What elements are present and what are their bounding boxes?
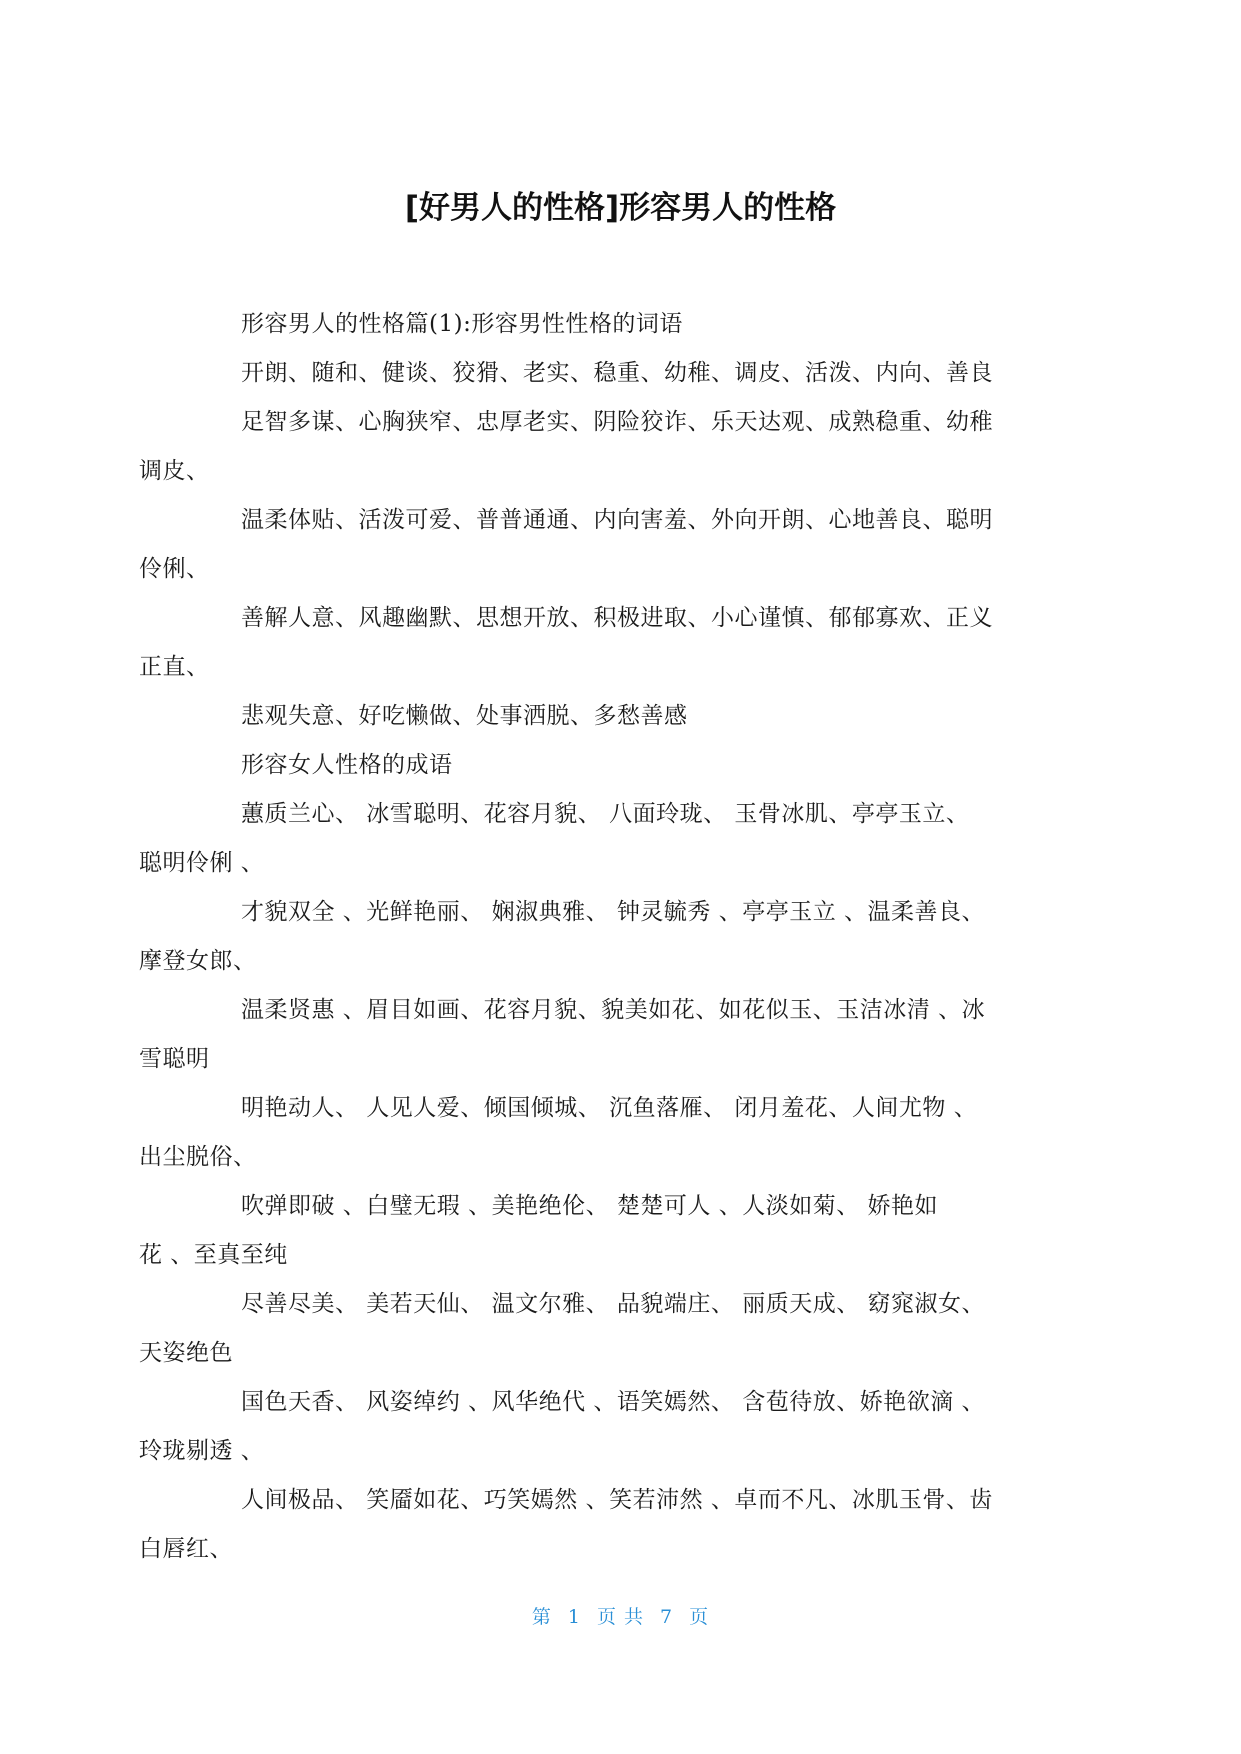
paragraph: [190, 692, 1050, 741]
paragraph-line: 吹弹即破 、白璧无瑕 、美艳绝伦、 楚楚可人 、人淡如菊、 娇艳如: [241, 1193, 939, 1219]
paragraph: [190, 741, 1050, 790]
paragraph: [139, 398, 1050, 496]
paragraph: [139, 1280, 1050, 1378]
paragraph: [139, 1378, 1050, 1476]
paragraph: [139, 888, 1050, 986]
paragraph-line: 国色天香、 风姿绰约 、风华绝代 、语笑嫣然、 含苞待放、娇艳欲滴 、: [241, 1389, 986, 1415]
paragraph: [139, 986, 1050, 1084]
paragraph-continuation: 玲珑剔透 、: [139, 1438, 265, 1464]
paragraph-continuation: 花 、至真至纯: [139, 1242, 288, 1268]
paragraph-line: 开朗、随和、健谈、狡猾、老实、稳重、幼稚、调皮、活泼、内向、善良: [241, 360, 993, 386]
paragraph-line: 足智多谋、心胸狭窄、忠厚老实、阴险狡诈、乐天达观、成熟稳重、幼稚: [241, 409, 993, 435]
paragraph: [139, 496, 1050, 594]
paragraph: [139, 1182, 1050, 1280]
paragraph-continuation: 调皮、: [139, 458, 210, 484]
paragraph: [190, 300, 1050, 349]
paragraph-line: 蕙质兰心、 冰雪聪明、花容月貌、 八面玲珑、 玉骨冰肌、亭亭玉立、: [241, 801, 970, 827]
paragraph-line: 形容女人性格的成语: [241, 752, 453, 778]
paragraph-continuation: 出尘脱俗、: [139, 1144, 257, 1170]
paragraph-line: 尽善尽美、 美若天仙、 温文尔雅、 品貌端庄、 丽质天成、 窈窕淑女、: [241, 1291, 986, 1317]
footer-label-page-of: 页 共: [596, 1606, 645, 1628]
paragraph-line: 温柔贤惠 、眉目如画、花容月貌、貌美如花、如花似玉、玉洁冰清 、冰: [241, 997, 986, 1023]
total-pages-number: 7: [660, 1606, 674, 1628]
paragraph-line: 人间极品、 笑靥如花、巧笑嫣然 、笑若沛然 、卓而不凡、冰肌玉骨、齿: [241, 1487, 993, 1513]
footer-label-page: 第: [531, 1606, 552, 1628]
document-body: [139, 300, 1050, 1574]
page-title: [好男人的性格]形容男人的性格: [404, 190, 837, 226]
paragraph-continuation: 雪聪明: [139, 1046, 210, 1072]
paragraph: [139, 1084, 1050, 1182]
paragraph-line: 才貌双全 、光鲜艳丽、 娴淑典雅、 钟灵毓秀 、亭亭玉立 、温柔善良、: [241, 899, 986, 925]
paragraph-line: 善解人意、风趣幽默、思想开放、积极进取、小心谨慎、郁郁寡欢、正义: [241, 605, 993, 631]
page-footer: [0, 1602, 1241, 1629]
paragraph-continuation: 伶俐、: [139, 556, 210, 582]
footer-label-pages: 页: [689, 1606, 710, 1628]
paragraph: [139, 1476, 1050, 1574]
paragraph: [190, 349, 1050, 398]
paragraph-continuation: 聪明伶俐 、: [139, 850, 265, 876]
paragraph-line: 形容男人的性格篇(1):形容男性性格的词语: [241, 311, 683, 337]
paragraph-continuation: 摩登女郎、: [139, 948, 257, 974]
paragraph-continuation: 天姿绝色: [139, 1340, 233, 1366]
paragraph-line: 温柔体贴、活泼可爱、普普通通、内向害羞、外向开朗、心地善良、聪明: [241, 507, 993, 533]
paragraph-line: 悲观失意、好吃懒做、处事洒脱、多愁善感: [241, 703, 688, 729]
paragraph-continuation: 正直、: [139, 654, 210, 680]
paragraph-continuation: 白唇红、: [139, 1536, 233, 1562]
current-page-number: 1: [567, 1606, 581, 1628]
paragraph-line: 明艳动人、 人见人爱、倾国倾城、 沉鱼落雁、 闭月羞花、人间尤物 、: [241, 1095, 978, 1121]
paragraph: [139, 790, 1050, 888]
paragraph: [139, 594, 1050, 692]
